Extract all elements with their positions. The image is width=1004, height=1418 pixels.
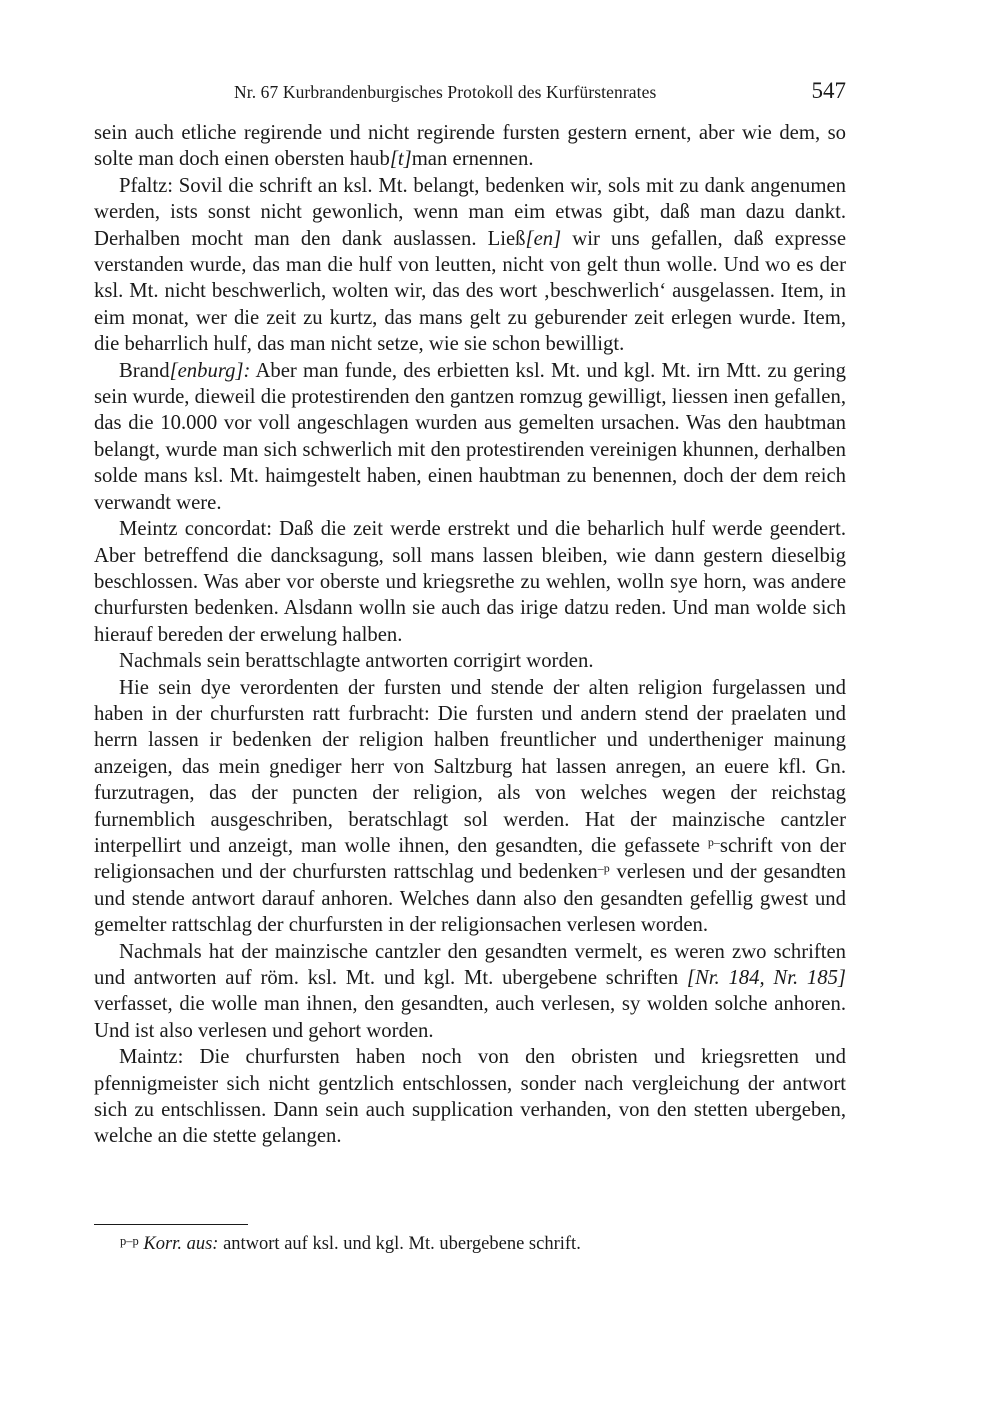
text-run: Nachmals hat der mainzische cantzler den gesandten vermelt, es weren zwo schriften und antworten auf röm. ksl. Mt. und kgl. Mt. ubergebene schriften — [94, 940, 846, 989]
footnote-mark-close: –p — [597, 861, 610, 876]
paragraph-pfaltz — [94, 173, 846, 358]
text-run: Pfaltz: Sovil die schrift an ksl. Mt. belangt, bedenken wir, sols mit zu dank angenumen werden, ists sonst nicht gewonlich, wenn man eim etwas gibt, daß man dazu dankt. Derhalben mocht man den dank auslassen. Ließ — [94, 174, 846, 250]
footnote-mark: p–p — [120, 1234, 139, 1248]
paragraph-verordenten — [94, 675, 846, 939]
footnote-divider — [94, 1224, 248, 1225]
text-run: schrift von der religionsachen und der churfursten rattschlag und bedenken — [94, 834, 847, 884]
footnote-mark-open: p– — [707, 834, 720, 849]
paragraph-cantzler-vermelt — [94, 939, 846, 1045]
running-head — [94, 80, 846, 110]
editorial-insertion: [enburg]: — [169, 359, 251, 382]
text-run: sein auch etliche regirende und nicht regirende fursten gestern ernent, aber wie dem, so solte man doch einen obersten haub — [94, 122, 846, 171]
paragraph-nachmals-corrigirt: Nachmals sein berattschlagte antworten corrigirt worden. — [119, 650, 594, 673]
editorial-insertion: [en] — [525, 227, 562, 250]
text-run: wir uns gefallen, daß expresse verstanden wurde, das man die hulf von leutten, nicht von gelt thun wolle. Und wo es der ksl. Mt. nicht beschwerlich, wolten wir, das des wort ‚beschwerlich‘ ausgelassen. Item, in eim monat, wer die zeit zu kurtz, das mans gelt zu geburender zeit erlegen wurde. Item, die beharrlich hulf, das man nicht setze, wie sie schon bewilligt. — [94, 227, 846, 356]
text-run: verlesen und der gesandten und stende antwort darauf anhoren. Welches dann also den gesandten gefellig gwest und gemelter rattschlag der churfursten in der religionsachen verlesen worden. — [94, 861, 846, 937]
paragraph-brandenburg — [94, 358, 846, 516]
main-text — [94, 120, 846, 1150]
editorial-insertion: [t] — [389, 148, 412, 171]
page-number: 547 — [811, 78, 846, 103]
text-run: Hie sein dye verordenten der fursten und stende der alten religion furgelassen und haben in der churfursten ratt furbracht: Die fursten und andern stend der praelaten und herrn lassen ir bedenken der religion halben freuntlicher und undertheniger mainung anzeigen, das mein gnediger herr von Saltzburg hat lassen anregen, an euere kfl. Gn. furzutragen, das der puncten der religion, als von welches wegen der reichstag furnemblich ausgeschriben, beratschlagt sol werden. Hat der mainzische cantzler interpellirt und anzeigt, man wolle ihnen, den gesandten, die gefassete — [94, 676, 846, 857]
text-run: man ernennen. — [411, 148, 534, 171]
text-run: Brand — [119, 359, 170, 382]
text-run: verfasset, die wolle man ihnen, den gesandten, auch verlesen, sy wolden solche anhoren. Und ist also verlesen und gehort worden. — [94, 993, 846, 1042]
footnote-label: Korr. aus: — [143, 1234, 219, 1254]
paragraph-maintz: Maintz: Die churfursten haben noch von den obristen und kriegsretten und pfennigmeister sich nicht gentzlich entschlossen, sonder nach vergleichung der antwort sich zu entschlissen. Dann sein auch supplication verhanden, von den stetten ubergeben, welche an die stette gelangen. — [94, 1046, 846, 1148]
paragraph-1 — [94, 120, 846, 173]
footnote — [120, 1229, 846, 1256]
footnote-text: antwort auf ksl. und kgl. Mt. ubergebene schrift. — [218, 1234, 581, 1254]
running-title: Nr. 67 Kurbrandenburgisches Protokoll des Kurfürstenrates — [234, 82, 657, 102]
editorial-reference: [Nr. 184, Nr. 185] — [686, 967, 846, 989]
paragraph-meintz: Meintz concordat: Daß die zeit werde erstrekt und die beharlich hulf werde geendert. Aber betreffend die dancksagung, soll mans lassen bleiben, wie dann gestern dieselbig beschlossen. Was aber vor oberste und kriegsrethe zu wehlen, wolln sye horn, was andere churfursten bedenken. Alsdann wolln sie auch das irige datzu reden. Und man wolde sich hierauf bereden der erwelung halben. — [94, 518, 846, 646]
text-run: Aber man funde, des erbietten ksl. Mt. und kgl. Mt. irn Mtt. zu gering sein wurde, dieweil die protestirenden den gantzen romzug gewilligt, liessen inen gefallen, das die 10.000 vor voll angeschlagen wurden aus gemelten ursachen. Was den haubtman belangt, wurde man sich schwerlich mit den protestirenden vereinigen khunnen, derhalben solde mans ksl. Mt. haimgestelt haben, einen haubtman zu benennen, doch der dem reich verwandt were. — [94, 359, 846, 514]
